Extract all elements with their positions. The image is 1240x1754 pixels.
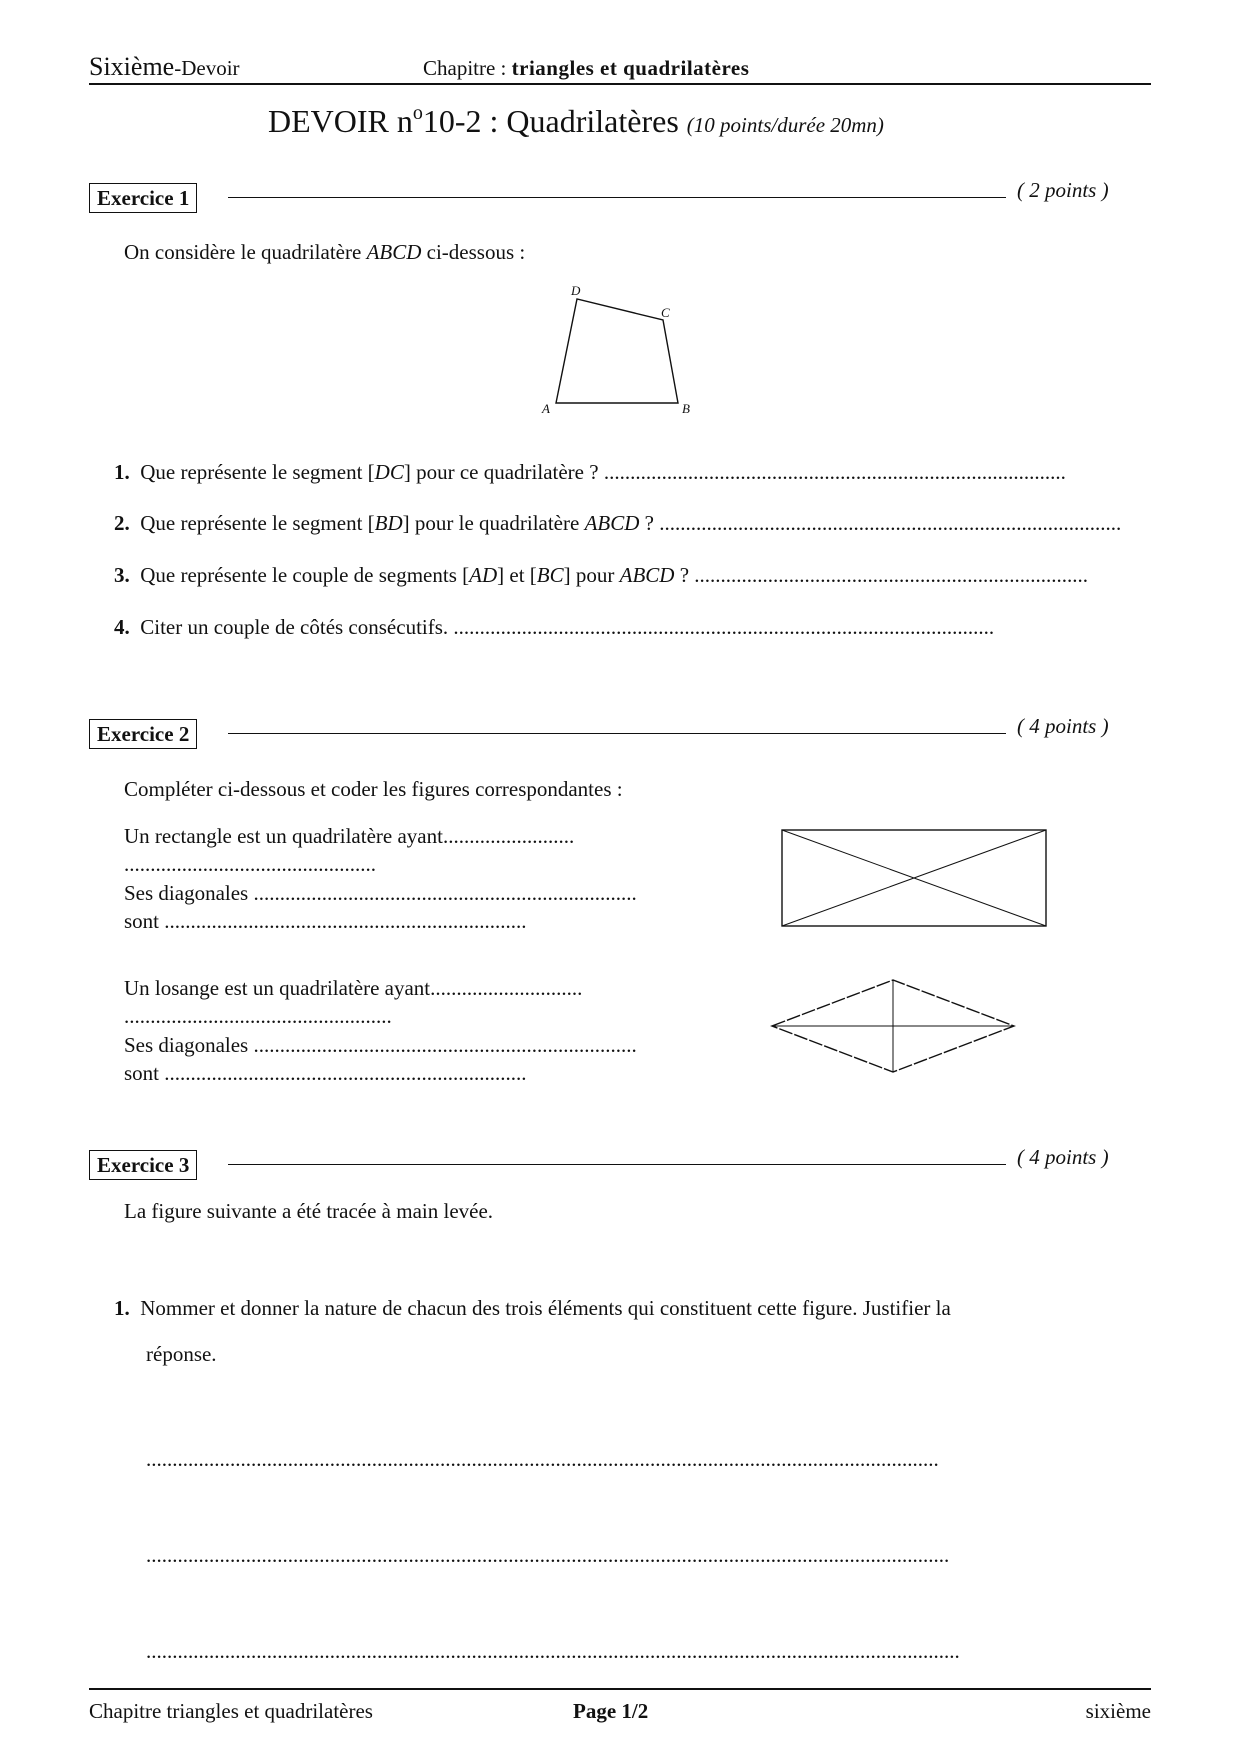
ex1-question-2: 2. Que représente le segment [BD] pour le quadrilatère ABCD ? ........................................................................................ [114,511,1122,535]
header-chapter: Chapitre : triangles et quadrilatères [423,56,750,80]
exercise-1-points: ( 2 points ) [1017,178,1109,202]
exercise-2-rule [228,733,1006,734]
vertex-label-d: D [571,283,581,298]
rectangle-line-2: ................................................ [124,852,376,876]
rhombus-line-1: Un losange est un quadrilatère ayant............................. [124,976,583,1000]
exercise-3-points: ( 4 points ) [1017,1145,1109,1169]
header-level: Sixième-Devoir [89,52,240,81]
quadrilateral-abcd [556,299,678,403]
ex3-question-1-cont: réponse. [146,1342,217,1366]
footer-rule [89,1688,1151,1690]
ex1-question-4: 4. Citer un couple de côtés consécutifs. ....................................................................................................... [114,615,995,639]
exercise-3-rule [228,1164,1006,1165]
vertex-label-a: A [542,401,550,416]
rectangle-line-4: sont ..................................................................... [124,909,527,933]
rhombus-line-3: Ses diagonales ......................................................................... [124,1033,637,1057]
rectangle-figure [778,826,1050,930]
rhombus-line-2: ................................................... [124,1004,392,1028]
exercise-1-label: Exercice 1 [89,183,197,213]
rectangle-line-3: Ses diagonales ......................................................................... [124,881,637,905]
footer-page-number: Page 1/2 [573,1699,649,1723]
exercise-1-rule [228,197,1006,198]
answer-line-3[interactable]: ........................................................................................................................................................... [146,1639,960,1663]
page-title: DEVOIR $n^o10-2$ : Quadrilatères (10 points/durée 20mn) [268,102,884,139]
answer-line-1[interactable]: ....................................................................................................................................................... [146,1447,939,1471]
answer-line-2[interactable]: ......................................................................................................................................................... [146,1543,950,1567]
rhombus-figure [768,976,1022,1076]
footer-chapter: Chapitre triangles et quadrilatères [89,1699,373,1723]
exercise-3-intro: La figure suivante a été tracée à main levée. [124,1199,494,1223]
exercise-1-intro: On considère le quadrilatère ABCD ci-dessous : [124,240,526,264]
footer-level: sixième [1085,1699,1151,1723]
quadrilateral-abcd-figure [530,280,730,420]
ex1-question-1: 1. Que représente le segment [DC] pour ce quadrilatère ? ........................................................................................ [114,460,1066,484]
exercise-2-intro: Compléter ci-dessous et coder les figures correspondantes : [124,777,623,801]
vertex-label-b: B [682,401,690,416]
header-rule [89,83,1151,85]
ex3-question-1: 1. Nommer et donner la nature de chacun des trois éléments qui constituent cette figure. Justifier la [114,1296,951,1320]
exercise-3-label: Exercice 3 [89,1150,197,1180]
rectangle-line-1: Un rectangle est un quadrilatère ayant......................... [124,824,575,848]
ex1-question-3: 3. Que représente le couple de segments [AD] et [BC] pour ABCD ? ........................................................................... [114,563,1089,587]
exercise-2-label: Exercice 2 [89,719,197,749]
exercise-2-points: ( 4 points ) [1017,714,1109,738]
rhombus-line-4: sont ..................................................................... [124,1061,527,1085]
vertex-label-c: C [661,305,670,320]
